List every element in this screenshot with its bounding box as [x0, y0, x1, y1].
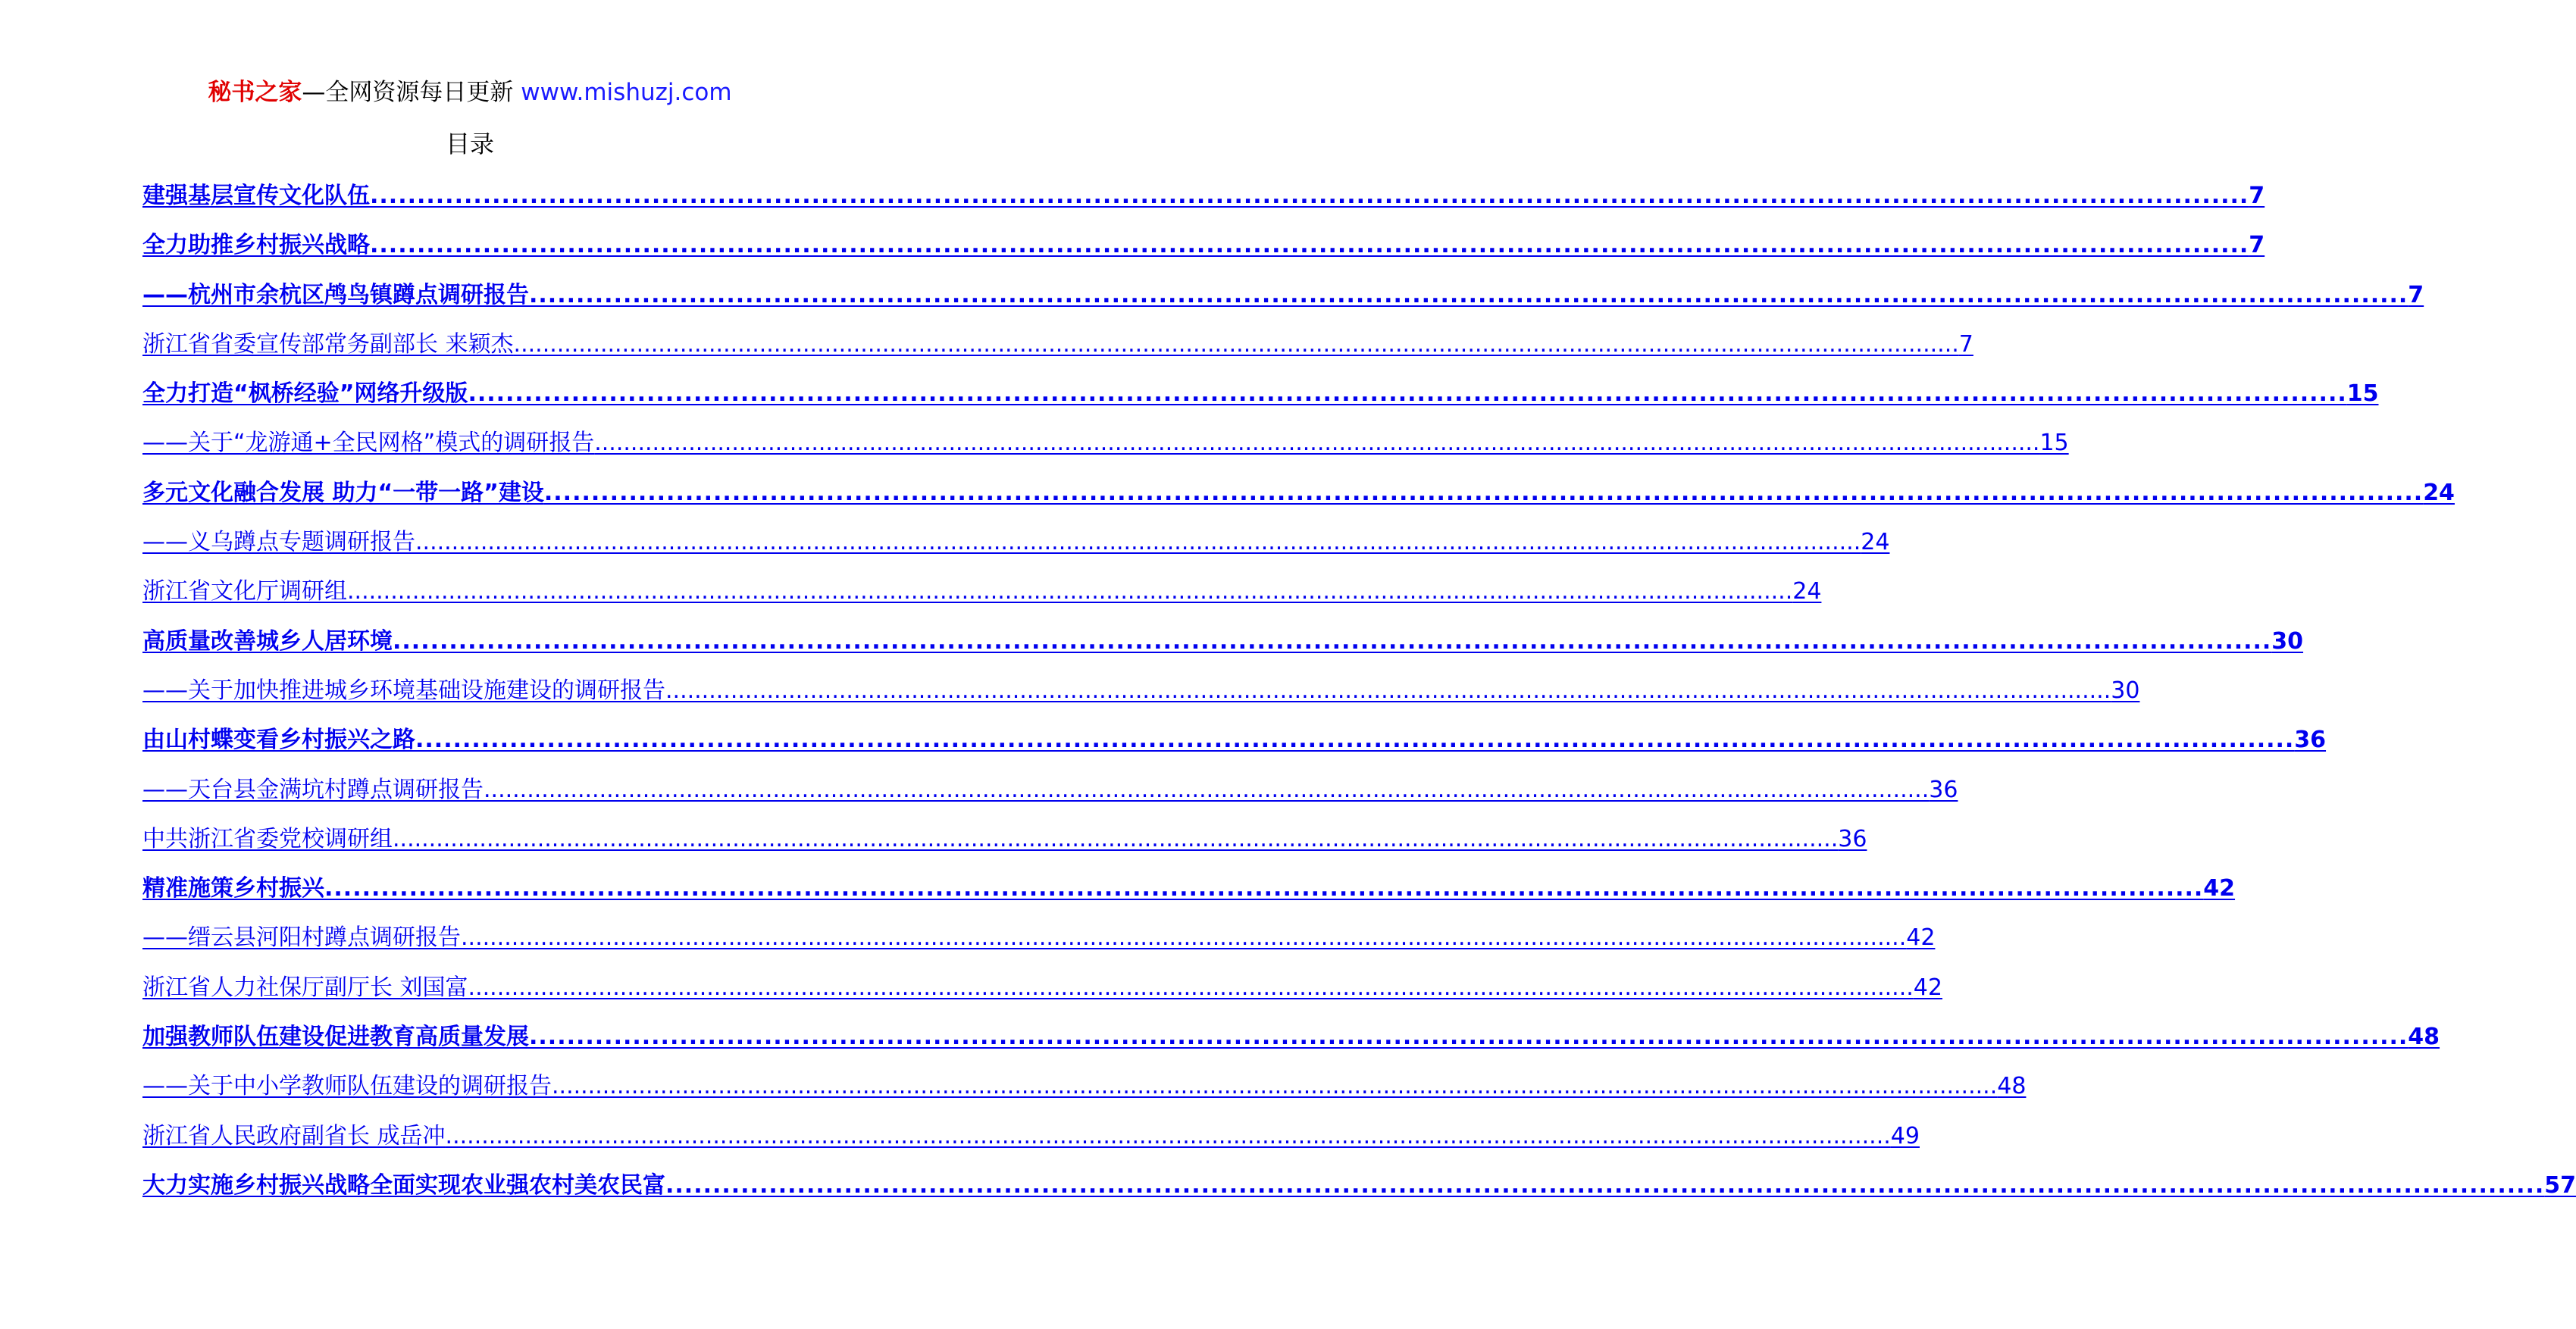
- toc-page-number: 7: [2408, 281, 2424, 308]
- toc-page-number: 36: [2294, 727, 2327, 754]
- toc-page-number: 24: [1861, 529, 1890, 556]
- toc-page-number: 7: [2249, 232, 2265, 259]
- toc-link[interactable]: [142, 423, 2069, 459]
- toc-entry: [142, 819, 1867, 868]
- toc-leader-dots: ........................................................................................................................................................................................................: [393, 627, 2272, 655]
- toc-entry: [142, 1116, 1920, 1165]
- toc-entry: [142, 176, 2265, 225]
- toc-link[interactable]: [142, 176, 2265, 212]
- toc-link[interactable]: [142, 324, 1973, 361]
- toc-entry: [142, 720, 2327, 769]
- toc-leader-dots: ........................................................................................................................................................................................................: [370, 183, 2249, 209]
- toc-entry: [142, 522, 1890, 571]
- toc-entry-title: 浙江省文化厅调研组: [142, 578, 347, 605]
- toc-leader-dots: ........................................................................................................................................................................................................: [543, 479, 2424, 506]
- toc-link[interactable]: [142, 473, 2455, 509]
- toc-page-number: 24: [2423, 479, 2455, 506]
- toc-entry: [142, 671, 2140, 720]
- toc-page-number: 7: [2249, 183, 2265, 209]
- toc-entry-title: ——天台县金满坑村蹲点调研报告: [142, 776, 484, 803]
- toc-leader-dots: ........................................................................................................................................................................................................: [665, 1171, 2545, 1199]
- toc-entry-title: 全力打造“枫桥经验”网络升级版: [142, 380, 468, 408]
- toc-page-number: 36: [1929, 776, 1958, 803]
- toc-link[interactable]: [142, 1165, 2576, 1202]
- toc-entry: [142, 1165, 2576, 1215]
- toc-entry-title: 浙江省人力社保厅副厅长 刘国富: [142, 974, 468, 1001]
- toc-link[interactable]: [142, 1066, 2027, 1102]
- toc-page-number: 36: [1838, 825, 1867, 852]
- toc-link[interactable]: [142, 1116, 1920, 1152]
- header-tagline: —全网资源每日更新: [302, 79, 521, 106]
- toc-leader-dots: ........................................................................................................................................................................................................: [594, 430, 2040, 457]
- toc-entry: [142, 918, 1936, 967]
- toc-entry-title: ——关于“龙游通+全民网格”模式的调研报告: [142, 430, 595, 457]
- toc-link[interactable]: [142, 621, 2304, 658]
- toc-link[interactable]: [142, 275, 2424, 311]
- toc-link[interactable]: [142, 225, 2265, 261]
- toc-leader-dots: ........................................................................................................................................................................................................: [461, 924, 1907, 952]
- toc-page-number: 15: [2346, 380, 2379, 408]
- toc-page-number: 42: [1906, 924, 1936, 952]
- toc-entry-title: ——杭州市余杭区鸬鸟镇蹲点调研报告: [142, 281, 529, 308]
- toc-page-number: 48: [2408, 1024, 2440, 1051]
- toc-entry-title: 多元文化融合发展 助力“一带一路”建设: [142, 479, 544, 506]
- toc-leader-dots: ........................................................................................................................................................................................................: [393, 825, 1839, 852]
- header-url: www.mishuzj.com: [521, 79, 732, 106]
- toc-entry: [142, 968, 1942, 1017]
- toc-leader-dots: ........................................................................................................................................................................................................: [445, 1122, 1891, 1149]
- toc-leader-dots: ........................................................................................................................................................................................................: [415, 727, 2295, 754]
- toc-entry: [142, 374, 2379, 423]
- toc-page-number: 49: [1890, 1122, 1920, 1149]
- toc-page-number: 30: [2271, 627, 2304, 655]
- brand-name: 秘书之家: [208, 79, 302, 106]
- toc-page-number: 30: [2111, 677, 2140, 704]
- toc-entry-title: ——关于加快推进城乡环境基础设施建设的调研报告: [142, 677, 665, 704]
- toc-leader-dots: ........................................................................................................................................................................................................: [468, 380, 2347, 408]
- toc-entry-title: 大力实施乡村振兴战略全面实现农业强农村美农民富: [142, 1171, 665, 1199]
- toc-entry-title: 建强基层宣传文化队伍: [142, 183, 370, 209]
- toc-leader-dots: ........................................................................................................................................................................................................: [415, 529, 1861, 556]
- toc-page-number: 57: [2544, 1171, 2576, 1199]
- toc-entry-title: 高质量改善城乡人居环境: [142, 627, 393, 655]
- toc-entry-title: 浙江省省委宣传部常务副部长 来颖杰: [142, 330, 514, 358]
- toc-link[interactable]: [142, 671, 2140, 707]
- toc-entry-title: 全力助推乡村振兴战略: [142, 232, 370, 259]
- toc-leader-dots: ........................................................................................................................................................................................................: [513, 330, 1959, 358]
- toc-entry-title: ——关于中小学教师队伍建设的调研报告: [142, 1073, 552, 1100]
- toc-entry: [142, 473, 2455, 522]
- page-header: [0, 76, 940, 109]
- toc-page-number: 42: [1913, 974, 1942, 1001]
- toc-page-number: 48: [1997, 1073, 2027, 1100]
- toc-leader-dots: ........................................................................................................................................................................................................: [665, 677, 2111, 704]
- toc-entry-title: ——义乌蹲点专题调研报告: [142, 529, 415, 556]
- toc-entry: [142, 868, 2236, 918]
- toc-link[interactable]: [142, 968, 1942, 1004]
- toc-link[interactable]: [142, 720, 2327, 756]
- toc-entry-title: ——缙云县河阳村蹲点调研报告: [142, 924, 461, 952]
- toc-entry: [142, 423, 2069, 472]
- toc-entry-title: 中共浙江省委党校调研组: [142, 825, 393, 852]
- toc-link[interactable]: [142, 918, 1936, 954]
- toc-link[interactable]: [142, 770, 1958, 806]
- toc-leader-dots: ........................................................................................................................................................................................................: [324, 875, 2204, 902]
- toc-link[interactable]: [142, 868, 2236, 905]
- toc-leader-dots: ........................................................................................................................................................................................................: [529, 281, 2409, 308]
- toc-link[interactable]: [142, 819, 1867, 855]
- page-title: 目录: [445, 130, 494, 158]
- toc-entry: [142, 324, 1973, 374]
- toc-link[interactable]: [142, 522, 1890, 558]
- toc-entry: [142, 225, 2265, 274]
- toc-page-number: 42: [2203, 875, 2236, 902]
- toc-entry-title: 加强教师队伍建设促进教育高质量发展: [142, 1024, 529, 1051]
- toc-leader-dots: ........................................................................................................................................................................................................: [529, 1024, 2409, 1051]
- toc-link[interactable]: [142, 1017, 2440, 1053]
- toc-leader-dots: ........................................................................................................................................................................................................: [347, 578, 1793, 605]
- toc-entry: [142, 621, 2304, 671]
- table-of-contents: [142, 176, 2576, 1215]
- toc-page-number: 7: [1958, 330, 1973, 358]
- toc-entry: [142, 1066, 2027, 1115]
- toc-link[interactable]: [142, 374, 2379, 410]
- toc-leader-dots: ........................................................................................................................................................................................................: [552, 1073, 1998, 1100]
- toc-entry: [142, 770, 1958, 819]
- toc-entry-title: 精准施策乡村振兴: [142, 875, 324, 902]
- toc-entry-title: 浙江省人民政府副省长 成岳冲: [142, 1122, 446, 1149]
- toc-entry: [142, 275, 2424, 324]
- toc-page-number: 24: [1792, 578, 1822, 605]
- toc-entry-title: 由山村蝶变看乡村振兴之路: [142, 727, 415, 754]
- toc-leader-dots: ........................................................................................................................................................................................................: [484, 776, 1930, 803]
- toc-entry: [142, 571, 1822, 621]
- toc-leader-dots: ........................................................................................................................................................................................................: [370, 232, 2249, 259]
- toc-entry: [142, 1017, 2440, 1066]
- toc-leader-dots: ........................................................................................................................................................................................................: [468, 974, 1914, 1001]
- toc-page-number: 15: [2039, 430, 2069, 457]
- toc-link[interactable]: [142, 571, 1822, 608]
